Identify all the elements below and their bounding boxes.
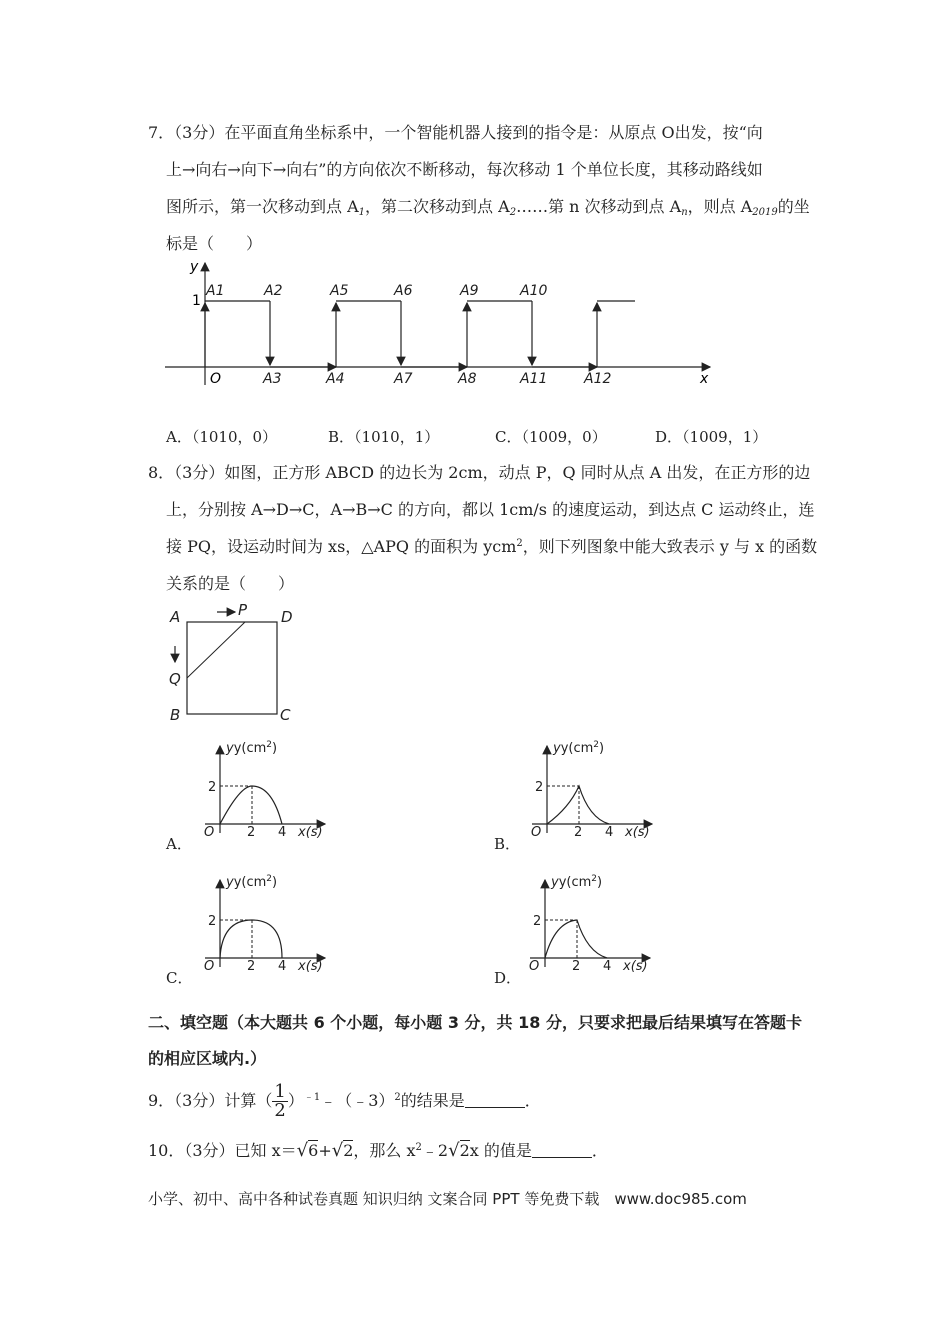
q10-answer-blank (532, 1143, 592, 1158)
graph-d-ylabel: $yy(cm^2)$ (551, 874, 603, 890)
square-label-c: C (280, 706, 291, 724)
graph-c (200, 872, 340, 972)
label-a11: A11 (520, 371, 548, 387)
graph-c-origin: O (204, 959, 215, 974)
q8-option-b: B． (494, 835, 521, 853)
graph-a (200, 738, 340, 838)
label-a9: A9 (460, 283, 479, 299)
graph-d-origin: O (529, 959, 540, 974)
q7-option-c: C．（1009，0） (495, 428, 607, 446)
q7-line4: 标是（ ） (166, 234, 263, 253)
label-a8: A8 (458, 371, 477, 387)
graph-a-x2: 2 (247, 825, 256, 840)
section2-line1: 二、填空题（本大题共 6 个小题，每小题 3 分，共 18 分，只要求把最后结果填写在答题卡 (148, 1013, 802, 1032)
diagram-origin: O (210, 371, 222, 387)
q8-option-a: A． (166, 835, 192, 853)
q7-line2: 上→向右→向下→向右”的方向依次不断移动，每次移动 1 个单位长度，其移动路线如 (166, 160, 763, 179)
page-footer: 小学、初中、高中各种试卷真题 知识归纳 文案合同 PPT 等免费下载 www.doc985.com (148, 1190, 747, 1208)
label-a4: A4 (326, 371, 345, 387)
graph-d (525, 872, 665, 972)
section2-line2: 的相应区域内.） (148, 1049, 267, 1068)
q8-line1: 8．（3分）如图，正方形 ABCD 的边长为 2cm，动点 P，Q 同时从点 A 出发，在正方形的边 (148, 463, 811, 482)
q7-line3: 图所示，第一次移动到点 $A_1$，第二次移动到点 $A_2\dots\dots$第 n 次移动到点 $A_n$，则点 $A_{2019}$的坐 (166, 197, 810, 218)
diagram-y-label: y (190, 259, 199, 275)
graph-a-ytick: 2 (208, 780, 217, 795)
q7-diagram (160, 255, 720, 390)
label-a5: A5 (330, 283, 349, 299)
q8-square-figure (165, 600, 305, 725)
graph-c-ylabel: $yy(cm^2)$ (226, 874, 278, 890)
diagram-one: 1 (192, 293, 201, 309)
q7-option-d: D．（1009，1） (655, 428, 768, 446)
graph-a-origin: O (204, 825, 215, 840)
label-a2: A2 (264, 283, 283, 299)
q7-option-b: B．（1010，1） (328, 428, 440, 446)
square-label-b: B (170, 706, 181, 724)
graph-b (527, 738, 667, 838)
graph-c-xlabel: x(s) (298, 959, 323, 974)
q9-line: 9．（3分）计算（ $\frac{1}{2}$ ）$^{﹣1}$﹣（﹣3）$^2$的结果是 ． (148, 1081, 541, 1121)
graph-b-ylabel: $yy(cm^2)$ (553, 740, 605, 756)
label-a3: A3 (263, 371, 282, 387)
diagram-x-label: x (700, 371, 709, 387)
graph-c-x4: 4 (278, 959, 287, 974)
q8-option-d: D． (494, 969, 522, 987)
q8-line3: 接 PQ，设运动时间为 xs，△APQ 的面积为 ycm$^2$，则下列图象中能大致表示 y 与 x 的函数 (166, 537, 818, 556)
label-a1: A1 (206, 283, 225, 299)
graph-b-xlabel: x(s) (625, 825, 650, 840)
graph-c-x2: 2 (247, 959, 256, 974)
square-label-p: P (238, 601, 248, 619)
graph-d-x2: 2 (572, 959, 581, 974)
graph-c-ytick: 2 (208, 914, 217, 929)
q8-line4: 关系的是（ ） (166, 574, 295, 593)
graph-d-x4: 4 (603, 959, 612, 974)
graph-d-ytick: 2 (533, 914, 542, 929)
q9-fraction: $\frac{1}{2}$ (274, 1081, 286, 1121)
graph-b-ytick: 2 (535, 780, 544, 795)
graph-b-origin: O (531, 825, 542, 840)
graph-b-x4: 4 (605, 825, 614, 840)
graph-d-xlabel: x(s) (623, 959, 648, 974)
label-a12: A12 (584, 371, 612, 387)
q10-line: 10．（3分）已知 x＝√6+√2，那么 $x^2﹣2√2x$ 的值是 ． (148, 1140, 608, 1161)
graph-b-x2: 2 (574, 825, 583, 840)
q8-option-c: C． (166, 969, 193, 987)
graph-a-ylabel: $yy(cm^2)$ (226, 740, 278, 756)
q9-answer-blank (465, 1093, 525, 1108)
label-a10: A10 (520, 283, 548, 299)
square-label-a: A (170, 608, 181, 626)
graph-a-xlabel: x(s) (298, 825, 323, 840)
q7-line1: 7．（3分）在平面直角坐标系中，一个智能机器人接到的指令是：从原点 O出发，按“向 (148, 123, 763, 142)
graph-a-x4: 4 (278, 825, 287, 840)
square-label-q: Q (169, 670, 181, 688)
label-a6: A6 (394, 283, 413, 299)
label-a7: A7 (394, 371, 413, 387)
square-label-d: D (281, 608, 293, 626)
q7-option-a: A．（1010，0） (166, 428, 278, 446)
q8-line2: 上，分别按 A→D→C，A→B→C 的方向，都以 1cm/s 的速度运动，到达点 C 运动终止，连 (166, 500, 815, 519)
